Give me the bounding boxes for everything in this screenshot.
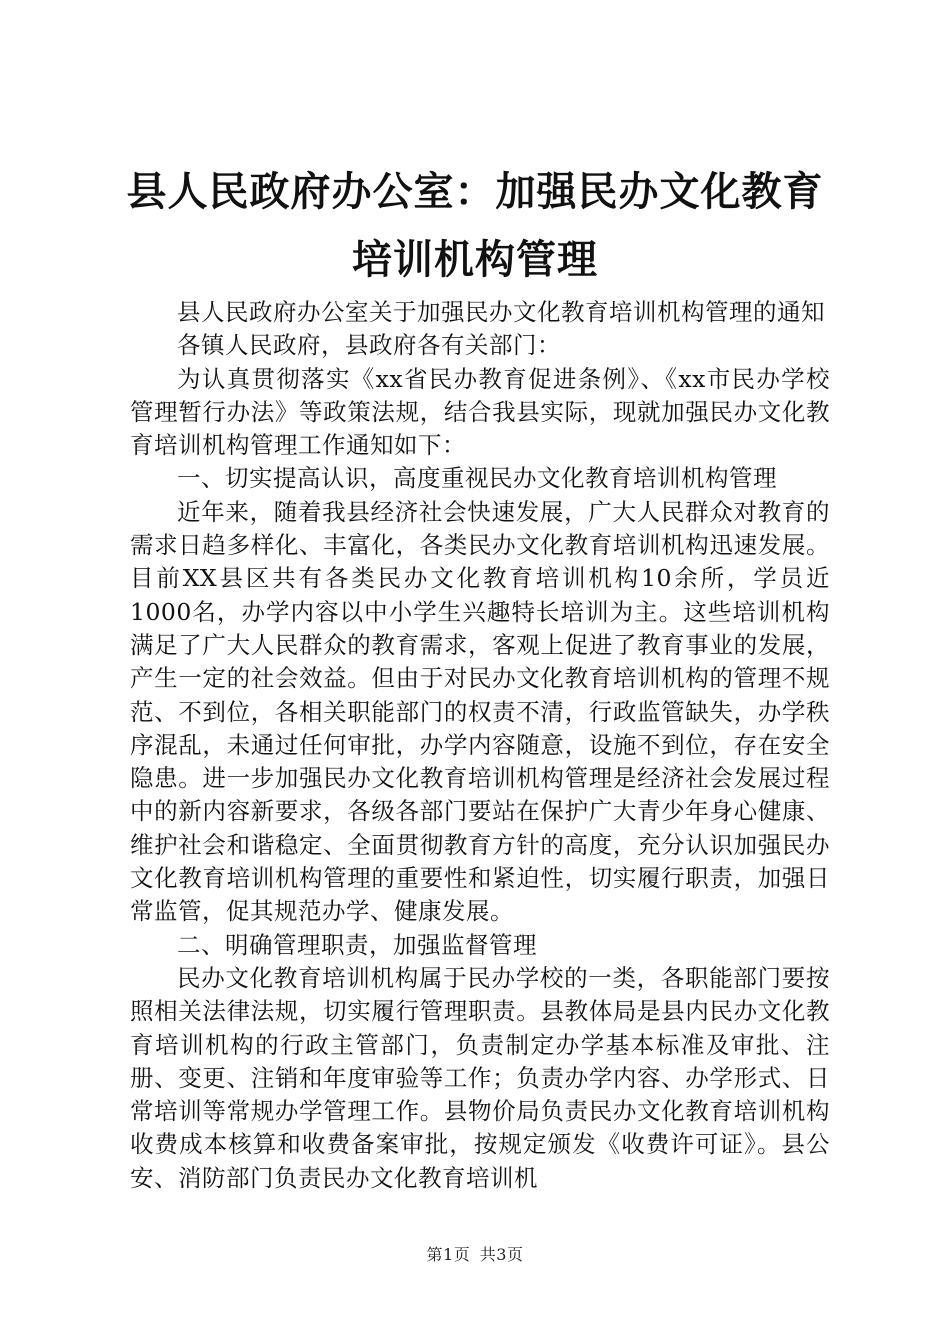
page-total: 共3页 xyxy=(479,1245,524,1264)
section-heading-1: 一、切实提高认识，高度重视民办文化教育培训机构管理 xyxy=(177,464,777,493)
page-number: 第1页 xyxy=(426,1245,471,1264)
intro-paragraph: 为认真贯彻落实《xx省民办教育促进条例》、《xx市民办学校管理暂行办法》等政策法规，结合我县实际，现就加强民办文化教育培训机构管理工作通知如下： xyxy=(130,364,830,460)
page-footer xyxy=(0,1242,950,1265)
notice-heading: 县人民政府办公室关于加强民办文化教育培训机构管理的通知 xyxy=(177,298,825,326)
section-2-paragraph: 民办文化教育培训机构属于民办学校的一类，各职能部门要按照相关法律法规，切实履行管理职责。县教体局是县内民办文化教育培训机构的行政主管部门，负责制定办学基本标准及审批、注册、变更、注销和年度审验等工作；负责办学内容、办学形式、日常培训等常规办学管理工作。县物价局负责民办文化教育培训机构收费成本核算和收费备案审批，按规定颁发《收费许可证》。县公安、消防部门负责民办文化教育培训机 xyxy=(130,963,830,1192)
section-heading-2: 二、明确管理职责，加强监督管理 xyxy=(177,930,537,959)
section-1-paragraph: 近年来，随着我县经济社会快速发展，广大人民群众对教育的需求日趋多样化、丰富化，各类民办文化教育培训机构迅速发展。目前XX县区共有各类民办文化教育培训机构10余所，学员近1000名，办学内容以中小学生兴趣特长培训为主。这些培训机构满足了广大人民群众的教育需求，客观上促进了教育事业的发展，产生一定的社会效益。但由于对民办文化教育培训机构的管理不规范、不到位，各相关职能部门的权责不清，行政监管缺失，办学秩序混乱，未通过任何审批，办学内容随意，设施不到位，存在安全隐患。进一步加强民办文化教育培训机构管理是经济社会发展过程中的新内容新要求，各级各部门要站在保护广大青少年身心健康、维护社会和谐稳定、全面贯彻教育方针的高度，充分认识加强民办文化教育培训机构管理的重要性和紧迫性，切实履行职责，加强日常监管，促其规范办学、健康发展。 xyxy=(130,497,830,926)
salutation: 各镇人民政府，县政府各有关部门： xyxy=(177,331,561,360)
document-title: 县人民政府办公室：加强民办文化教育培训机构管理 xyxy=(126,168,824,283)
document-body xyxy=(130,296,830,1195)
